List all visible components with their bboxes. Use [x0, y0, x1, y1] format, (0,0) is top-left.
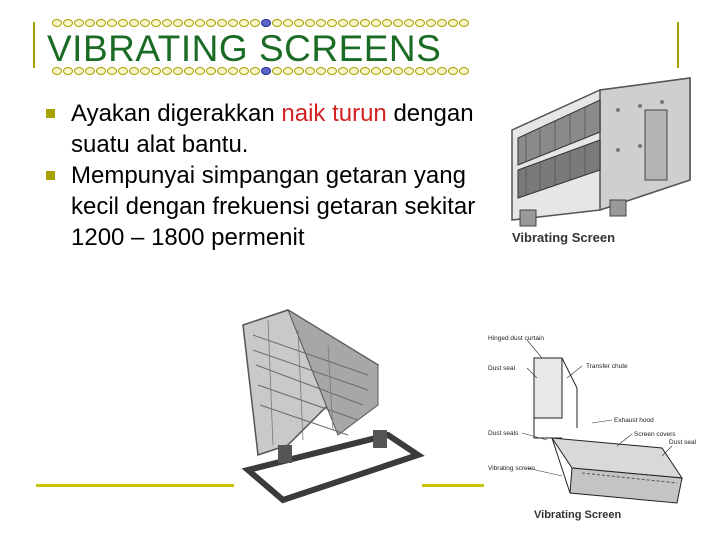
chain-link-icon [459, 19, 469, 27]
chain-link-icon [118, 19, 128, 27]
label-exhaust-hood: Exhaust hood [614, 417, 654, 424]
footer-line-right [422, 484, 484, 487]
chain-link-icon [360, 19, 370, 27]
bullet-1-text-end: dengan suatu alat bantu. [71, 100, 474, 158]
chain-link-icon [250, 19, 260, 27]
chain-link-icon [327, 19, 337, 27]
vibrating-screen-diagram [482, 328, 697, 528]
chain-link-icon [107, 19, 117, 27]
chain-link-icon [305, 19, 315, 27]
chain-link-icon [140, 19, 150, 27]
chain-link-icon [426, 19, 436, 27]
chain-link-icon [195, 19, 205, 27]
frame-line-right [677, 22, 679, 68]
label-dust-seals: Dust seals [488, 430, 519, 437]
chain-link-icon [261, 19, 271, 27]
bullet-marker-icon [46, 109, 55, 118]
chain-link-icon [151, 19, 161, 27]
label-dust-seal: Dust seal [488, 365, 516, 372]
chain-link-icon [239, 19, 249, 27]
chain-link-icon [459, 67, 469, 75]
label-vibrating-screen: Vibrating screen [488, 465, 535, 472]
chain-link-icon [206, 19, 216, 27]
chain-link-icon [437, 19, 447, 27]
chain-link-icon [228, 19, 238, 27]
chain-link-icon [96, 19, 106, 27]
label-transfer-chute: Transfer chute [586, 363, 628, 370]
slide-title: VIBRATING SCREENS [47, 28, 442, 69]
label-hinged-dust-curtain: Hinged dust curtain [488, 335, 545, 342]
chain-link-icon [294, 19, 304, 27]
chain-link-icon [415, 19, 425, 27]
bullet-2-text: Mempunyai simpangan getaran yang kecil dengan frekuensi getaran sekitar 1200 – 1800 permenit [71, 162, 476, 251]
chain-link-icon [173, 19, 183, 27]
chain-link-icon [338, 19, 348, 27]
bullet-item-1 [46, 98, 486, 160]
chain-link-icon [283, 19, 293, 27]
bullet-list [46, 98, 486, 253]
chain-link-icon [74, 19, 84, 27]
top-chain-border [52, 19, 469, 27]
footer-line-left [36, 484, 234, 487]
chain-link-icon [371, 19, 381, 27]
bullet-1-text-start: Ayakan digerakkan [71, 100, 282, 127]
chain-link-icon [404, 19, 414, 27]
chain-link-icon [162, 19, 172, 27]
label-dust-seal-right: Dust seal [669, 439, 697, 446]
bullet-item-2 [46, 160, 486, 253]
diagram-caption: Vibrating Screen [534, 509, 622, 521]
chain-link-icon [184, 19, 194, 27]
bullet-1-highlight: naik turun [281, 100, 387, 127]
frame-line-left [33, 22, 35, 68]
chain-link-icon [382, 19, 392, 27]
chain-link-icon [393, 19, 403, 27]
chain-link-icon [85, 19, 95, 27]
chain-link-icon [52, 19, 62, 27]
bullet-marker-icon [46, 171, 55, 180]
chain-link-icon [316, 19, 326, 27]
chain-link-icon [448, 67, 458, 75]
chain-link-icon [129, 19, 139, 27]
chain-link-icon [63, 19, 73, 27]
chain-link-icon [272, 19, 282, 27]
vibrating-screen-machine-photo [228, 305, 428, 505]
chain-link-icon [448, 19, 458, 27]
chain-link-icon [349, 19, 359, 27]
photo-caption-top: Vibrating Screen [512, 230, 616, 245]
vibrating-screen-photo-top [500, 70, 695, 250]
chain-link-icon [217, 19, 227, 27]
label-screen-covers: Screen covers [634, 431, 676, 438]
